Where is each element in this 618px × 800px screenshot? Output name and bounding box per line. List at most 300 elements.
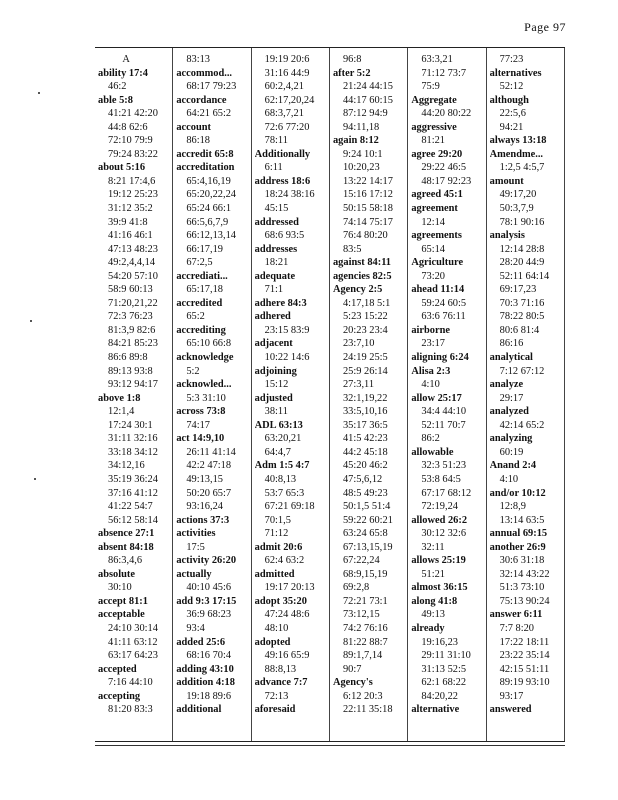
index-page-ref: 35:17 36:5: [342, 419, 388, 431]
index-headword: adjoining: [254, 365, 297, 377]
index-headword: annual 69:15: [489, 528, 548, 540]
index-page-ref: 31:12 35:2: [108, 203, 153, 215]
index-headword: actually: [176, 568, 212, 580]
index-page-ref: 93:16,24: [186, 501, 223, 513]
index-page-ref: 19:19 20:6: [264, 54, 310, 65]
index-headword: accrediting: [176, 324, 226, 336]
index-page-ref: 74:14 75:17: [342, 216, 393, 228]
index-page-ref: 29:17: [499, 392, 524, 404]
index-page-ref: 48:5 49:23: [342, 487, 388, 499]
index-headword: agreement: [411, 203, 458, 215]
index-page-ref: 44:2 45:18: [342, 446, 388, 458]
index-page-ref: 10:22 14:6: [264, 352, 310, 364]
index-page-ref: 4:10: [421, 379, 440, 391]
index-headword: Anand 2:4: [489, 460, 537, 472]
index-page-ref: 60:19: [499, 446, 524, 458]
index-headword: almost 36:15: [411, 582, 468, 594]
index-page-ref: 63:20,21: [264, 433, 302, 445]
index-page-ref: 36:9 68:23: [186, 609, 232, 621]
index-section-letter: A: [122, 54, 130, 65]
index-page-ref: 71:12 73:7: [421, 67, 467, 79]
index-page-ref: 30:12 32:6: [421, 528, 467, 540]
index-headword: always 13:18: [489, 135, 547, 147]
index-headword: aligning 6:24: [411, 352, 469, 364]
index-page-ref: 64:4,7: [264, 446, 291, 458]
index-headword: adhered: [254, 311, 291, 323]
index-page-ref: 65:10 66:8: [186, 338, 232, 350]
index-headword: analysis: [489, 230, 525, 242]
index-page-ref: 83:5: [342, 243, 362, 255]
index-page-ref: 51:3 73:10: [499, 582, 545, 594]
index-page-ref: 12:1,4: [108, 406, 135, 418]
index-headword: absolute: [98, 568, 135, 580]
index-headword: ADL 63:13: [254, 419, 303, 431]
index-headword: analyzing: [489, 433, 533, 445]
index-page-ref: 74:2 76:16: [342, 622, 388, 634]
index-headword: and/or 10:12: [489, 487, 546, 499]
index-page-ref: 32:1,19,22: [342, 392, 388, 404]
index-headword: against 84:11: [332, 257, 392, 269]
index-page-ref: 44:17 60:15: [342, 94, 393, 106]
index-page-ref: 73:12,15: [342, 609, 380, 621]
index-page-ref: 30:6 31:18: [499, 555, 545, 567]
index-page-ref: 32:3 51:23: [421, 460, 467, 472]
index-page-ref: 45:20 46:2: [342, 460, 388, 472]
index-headword: agree 29:20: [411, 148, 463, 160]
index-headword: add 9:3 17:15: [176, 595, 237, 607]
index-column-1: [95, 48, 172, 741]
index-page-ref: 78:11: [264, 135, 288, 147]
index-headword: answer 6:11: [489, 609, 543, 621]
index-headword: after 5:2: [332, 67, 371, 79]
index-page-ref: 5:2: [186, 365, 200, 377]
index-page-ref: 49:13,15: [186, 473, 223, 485]
index-page-ref: 52:11 64:14: [499, 270, 550, 282]
index-page-ref: 68:3,7,21: [264, 108, 304, 120]
index-page-ref: 81:3,9 82:6: [108, 324, 156, 336]
index-page-ref: 42:14 65:2: [499, 419, 545, 431]
index-headword: alternatives: [489, 67, 542, 79]
scan-speck: [34, 478, 36, 480]
index-page-ref: 10:20,23: [342, 162, 380, 174]
index-headword: addresses: [254, 243, 298, 255]
index-page-ref: 12:14: [421, 216, 445, 228]
index-page-ref: 63:17 64:23: [108, 650, 158, 662]
index-page-ref: 52:12: [499, 81, 524, 93]
index-page-ref: 70:3 71:16: [499, 297, 545, 309]
index-page-ref: 34:4 44:10: [421, 406, 467, 418]
index-page-ref: 47:24 48:6: [264, 609, 310, 621]
index-page-ref: 94:11,18: [342, 121, 380, 133]
index-headword: accept 81:1: [98, 595, 148, 607]
index-headword: act 14:9,10: [176, 433, 225, 445]
index-headword: address 18:6: [254, 175, 311, 187]
index-headword: accepted: [98, 663, 137, 675]
index-page-ref: 29:11 31:10: [421, 650, 471, 662]
index-page-ref: 89:13 93:8: [108, 365, 153, 377]
index-headword: Agency's: [332, 677, 373, 689]
index-headword: accommod...: [176, 67, 233, 79]
index-headword: accepting: [98, 690, 141, 702]
index-headword: able 5:8: [98, 94, 133, 106]
index-page-ref: 87:12 94:9: [342, 108, 388, 120]
index-page-ref: 7:16 44:10: [108, 677, 153, 689]
index-page-ref: 65:14: [421, 243, 445, 255]
index-headword: allowed 26:2: [411, 514, 468, 526]
index-headword: adopt 35:20: [254, 595, 307, 607]
index-headword: amount: [489, 175, 524, 187]
index-page-ref: 24:19 25:5: [342, 352, 388, 364]
index-headword: acceptable: [98, 609, 145, 621]
index-page-ref: 27:3,11: [342, 379, 375, 391]
index-page-ref: 56:12 58:14: [108, 514, 158, 526]
index-headword: about 5:16: [98, 162, 146, 174]
index-headword: Additionally: [254, 148, 311, 160]
index-page-ref: 63:6 76:11: [421, 311, 466, 323]
index-page-ref: 34:12,16: [108, 460, 145, 472]
index-page-ref: 5:23 15:22: [342, 311, 388, 323]
index-headword: admit 20:6: [254, 541, 303, 553]
index-page-ref: 42:2 47:18: [186, 460, 232, 472]
index-page-ref: 89:19 93:10: [499, 677, 550, 689]
index-page-ref: 86:6 89:8: [108, 352, 148, 364]
index-page-ref: 86:16: [499, 338, 524, 350]
index-page-ref: 48:10: [264, 622, 289, 634]
index-page-ref: 75:9: [421, 81, 440, 93]
index-page-ref: 69:17,23: [499, 284, 537, 296]
index-page-ref: 7:12 67:12: [499, 365, 545, 377]
index-page-ref: 78:22 80:5: [499, 311, 545, 323]
index-page-ref: 68:17 79:23: [186, 81, 237, 93]
index-headword: agencies 82:5: [332, 270, 392, 282]
index-page-ref: 15:16 17:12: [342, 189, 393, 201]
index-page-ref: 59:22 60:21: [342, 514, 393, 526]
index-headword: accordance: [176, 94, 227, 106]
index-page-ref: 73:20: [421, 270, 445, 282]
index-page-ref: 66:5,6,7,9: [186, 216, 229, 228]
index-page-ref: 66:17,19: [186, 243, 223, 255]
index-page-ref: 23:22 35:14: [499, 650, 550, 662]
index-page-ref: 77:23: [499, 54, 524, 65]
index-page-ref: 39:9 41:8: [108, 216, 148, 228]
index-page-ref: 4:17,18 5:1: [342, 297, 391, 309]
index-headword: activities: [176, 528, 216, 540]
index-page-ref: 42:15 51:11: [499, 663, 550, 675]
index-headword: admitted: [254, 568, 295, 580]
scan-speck: [30, 320, 32, 322]
index-page-ref: 59:24 60:5: [421, 297, 467, 309]
index-page-ref: 41:5 42:23: [342, 433, 388, 445]
index-page-ref: 93:12 94:17: [108, 379, 158, 391]
index-page-ref: 67:13,15,19: [342, 541, 393, 553]
index-page-ref: 28:20 44:9: [499, 257, 545, 269]
index-page-ref: 65:2: [186, 311, 205, 323]
index-headword: acknowled...: [176, 379, 232, 391]
index-page-ref: 33:5,10,16: [342, 406, 388, 418]
index-page-ref: 50:1,5 51:4: [342, 501, 391, 513]
index-page-ref: 17:22 18:11: [499, 636, 550, 648]
index-page-ref: 45:15: [264, 203, 289, 215]
index-page-ref: 26:11 41:14: [186, 446, 236, 458]
index-headword: across 73:8: [176, 406, 226, 418]
index-page-ref: 53:8 64:5: [421, 473, 461, 485]
index-page-ref: 63:3,21: [421, 54, 453, 65]
index-column-4: [329, 48, 407, 741]
index-page-ref: 72:21 73:1: [342, 595, 388, 607]
index-page-ref: 20:23 23:4: [342, 324, 388, 336]
index-headword: accreditation: [176, 162, 235, 174]
index-page-ref: 9:24 10:1: [342, 148, 383, 160]
index-page-ref: 4:10: [499, 473, 519, 485]
index-page-ref: 41:16 46:1: [108, 230, 153, 242]
index-page-ref: 71:20,21,22: [108, 297, 158, 309]
index-page-ref: 51:21: [421, 568, 445, 580]
index-headword: along 41:8: [411, 595, 458, 607]
index-page-ref: 25:9 26:14: [342, 365, 388, 377]
index-page-ref: 15:12: [264, 379, 289, 391]
index-headword: adhere 84:3: [254, 297, 307, 309]
index-page-ref: 37:16 41:12: [108, 487, 158, 499]
index-page-ref: 74:17: [186, 419, 210, 431]
index-page-ref: 76:4 80:20: [342, 230, 388, 242]
index-page-ref: 78:1 90:16: [499, 216, 545, 228]
index-page-ref: 1:2,5 4:5,7: [499, 162, 545, 174]
index-page-ref: 83:13: [186, 54, 210, 65]
index-page-ref: 49:2,4,4,14: [108, 257, 156, 269]
index-page-ref: 71:12: [264, 528, 289, 540]
index-headword: above 1:8: [98, 392, 141, 404]
index-headword: advance 7:7: [254, 677, 308, 689]
index-column-3: [251, 48, 329, 741]
index-headword: added 25:6: [176, 636, 226, 648]
index-headword: aforesaid: [254, 704, 296, 716]
index-headword: Agriculture: [411, 257, 464, 269]
index-page-ref: 19:17 20:13: [264, 582, 315, 594]
index-page-ref: 65:17,18: [186, 284, 223, 296]
index-headword: Agency 2:5: [332, 284, 383, 296]
index-page-ref: 67:17 68:12: [421, 487, 472, 499]
index-page-ref: 90:7: [342, 663, 362, 675]
index-headword: another 26:9: [489, 541, 546, 553]
index-column-2: [172, 48, 250, 741]
index-page-ref: 29:22 46:5: [421, 162, 467, 174]
index-headword: allow 25:17: [411, 392, 462, 404]
index-headword: answered: [489, 704, 532, 716]
scan-speck: [38, 92, 40, 94]
index-page-ref: 49:16 65:9: [264, 650, 310, 662]
index-page-ref: 89:1,7,14: [342, 650, 383, 662]
index-headword: allowable: [411, 446, 454, 458]
index-page-ref: 86:2: [421, 433, 440, 445]
index-page-ref: 31:13 52:5: [421, 663, 467, 675]
index-page-ref: 7:7 8:20: [499, 622, 534, 634]
index-page-ref: 6:12 20:3: [342, 690, 383, 702]
index-page-ref: 48:17 92:23: [421, 175, 472, 187]
index-headword: additional: [176, 704, 222, 716]
index-page-ref: 31:16 44:9: [264, 67, 310, 79]
index-page-ref: 67:2,5: [186, 257, 213, 269]
index-page-ref: 50:3,7,9: [499, 203, 534, 215]
index-headword: analytical: [489, 352, 533, 364]
index-headword: analyzed: [489, 406, 529, 418]
index-page-ref: 21:24 44:15: [342, 81, 393, 93]
index-headword: absence 27:1: [98, 528, 155, 540]
index-page-ref: 72:10 79:9: [108, 135, 153, 147]
index-page-ref: 53:7 65:3: [264, 487, 305, 499]
index-page-ref: 81:20 83:3: [108, 704, 153, 716]
index-page-ref: 84:21 85:23: [108, 338, 158, 350]
index-page-ref: 46:2: [108, 81, 127, 93]
index-page-ref: 68:6 93:5: [264, 230, 305, 242]
index-headword: Aggregate: [411, 94, 457, 106]
index-headword: actions 37:3: [176, 514, 230, 526]
index-headword: airborne: [411, 324, 450, 336]
index-page-ref: 94:21: [499, 121, 524, 133]
index-page-ref: 40:8,13: [264, 473, 297, 485]
index-headword: adjusted: [254, 392, 293, 404]
index-page-ref: 19:12 25:23: [108, 189, 158, 201]
index-page-ref: 72:6 77:20: [264, 121, 310, 133]
index-page-ref: 79:24 83:22: [108, 148, 158, 160]
index-page-ref: 32:11: [421, 541, 445, 553]
index-headword: Alisa 2:3: [411, 365, 451, 377]
index-page-ref: 18:24 38:16: [264, 189, 315, 201]
index-page-ref: 12:14 28:8: [499, 243, 545, 255]
index-page-ref: 44:8 62:6: [108, 121, 148, 133]
index-column-5: [407, 48, 485, 741]
index-headword: adding 43:10: [176, 663, 234, 675]
index-page-ref: 67:21 69:18: [264, 501, 315, 513]
index-page-ref: 72:3 76:23: [108, 311, 153, 323]
index-headword: analyze: [489, 379, 524, 391]
index-page-ref: 84:20,22: [421, 690, 458, 702]
index-headword: agreed 45:1: [411, 189, 463, 201]
index-page-ref: 72:13: [264, 690, 289, 702]
index-page-ref: 17:24 30:1: [108, 419, 153, 431]
index-page-ref: 41:22 54:7: [108, 501, 153, 513]
index-headword: absent 84:18: [98, 541, 154, 553]
index-page-ref: 5:3 31:10: [186, 392, 226, 404]
index-headword: already: [411, 622, 445, 634]
index-page-ref: 68:9,15,19: [342, 568, 388, 580]
index-headword: accredited: [176, 297, 223, 309]
index-page-ref: 12:8,9: [499, 501, 526, 513]
index-page-ref: 93:17: [499, 690, 524, 702]
index-page-ref: 58:9 60:13: [108, 284, 153, 296]
index-page-ref: 62:1 68:22: [421, 677, 467, 689]
index-page-ref: 62:4 63:2: [264, 555, 305, 567]
index-page-ref: 65:4,16,19: [186, 175, 231, 187]
index-page-ref: 30:10: [108, 582, 132, 594]
index-page-ref: 68:16 70:4: [186, 650, 232, 662]
index-headword: account: [176, 121, 211, 133]
index-headword: addition 4:18: [176, 677, 235, 689]
index-headword: although: [489, 94, 529, 106]
index-page-ref: 33:18 34:12: [108, 446, 158, 458]
index-page-ref: 18:21: [264, 257, 289, 269]
index-headword: accrediati...: [176, 270, 228, 282]
index-page-ref: 41:11 63:12: [108, 636, 158, 648]
index-page-ref: 80:6 81:4: [499, 324, 540, 336]
index-headword: ability 17:4: [98, 67, 148, 79]
index-page-ref: 35:19 36:24: [108, 473, 158, 485]
index-headword: adequate: [254, 270, 296, 282]
index-page-ref: 49:17,20: [499, 189, 537, 201]
word-index-table: [95, 47, 565, 742]
index-page-ref: 62:17,20,24: [264, 94, 315, 106]
index-headword: allows 25:19: [411, 555, 466, 567]
index-page-ref: 23:7,10: [342, 338, 375, 350]
index-headword: ahead 11:14: [411, 284, 465, 296]
index-page-ref: 64:21 65:2: [186, 108, 232, 120]
index-headword: agreements: [411, 230, 462, 242]
index-headword: Adm 1:5 4:7: [254, 460, 310, 472]
index-page-ref: 81:22 88:7: [342, 636, 388, 648]
index-headword: Amendme...: [489, 148, 544, 160]
index-page-ref: 93:4: [186, 622, 205, 634]
index-headword: addressed: [254, 216, 299, 228]
index-page-ref: 49:13: [421, 609, 445, 621]
index-page-ref: 65:20,22,24: [186, 189, 236, 201]
index-page-ref: 54:20 57:10: [108, 270, 158, 282]
index-page-ref: 47:5,6,12: [342, 473, 383, 485]
index-page-ref: 13:22 14:17: [342, 175, 393, 187]
index-page-ref: 19:18 89:6: [186, 690, 232, 702]
index-headword: alternative: [411, 704, 460, 716]
index-page-ref: 44:20 80:22: [421, 108, 472, 120]
index-page-ref: 67:22,24: [342, 555, 380, 567]
index-page-ref: 13:14 63:5: [499, 514, 545, 526]
index-page-ref: 86:3,4,6: [108, 555, 143, 567]
index-headword: adopted: [254, 636, 291, 648]
index-headword: accredit 65:8: [176, 148, 234, 160]
bottom-rule: [95, 745, 565, 746]
index-page-ref: 52:11 70:7: [421, 419, 466, 431]
page-number: Page 97: [524, 20, 566, 34]
index-column-6: [486, 48, 565, 741]
index-page-ref: 19:16,23: [421, 636, 458, 648]
index-page-ref: 22:5,6: [499, 108, 526, 120]
index-page-ref: 88:8,13: [264, 663, 297, 675]
index-page-ref: 65:24 66:1: [186, 203, 232, 215]
index-headword: acknowledge: [176, 352, 234, 364]
index-page-ref: 75:13 90:24: [499, 595, 550, 607]
index-page-ref: 63:24 65:8: [342, 528, 388, 540]
index-page-ref: 38:11: [264, 406, 288, 418]
index-page-ref: 72:19,24: [421, 501, 458, 513]
index-page-ref: 66:12,13,14: [186, 230, 236, 242]
index-page-ref: 23:17: [421, 338, 445, 350]
index-page-ref: 50:20 65:7: [186, 487, 232, 499]
index-page-ref: 71:1: [264, 284, 284, 296]
index-headword: again 8:12: [332, 135, 379, 147]
index-page-ref: 41:21 42:20: [108, 108, 158, 120]
index-page-ref: 17:5: [186, 541, 205, 553]
index-page-ref: 50:15 58:18: [342, 203, 393, 215]
index-page-ref: 32:14 43:22: [499, 568, 550, 580]
index-page-ref: 70:1,5: [264, 514, 291, 526]
index-page-ref: 31:11 32:16: [108, 433, 158, 445]
index-page-ref: 40:10 45:6: [186, 582, 232, 594]
index-page-ref: 23:15 83:9: [264, 324, 310, 336]
index-headword: aggressive: [411, 121, 457, 133]
index-page-ref: 60:2,4,21: [264, 81, 304, 93]
index-page-ref: 86:18: [186, 135, 210, 147]
index-page-ref: 96:8: [342, 54, 362, 65]
index-page-ref: 22:11 35:18: [342, 704, 393, 716]
index-page-ref: 24:10 30:14: [108, 622, 158, 634]
index-page-ref: 8:21 17:4,6: [108, 175, 156, 187]
